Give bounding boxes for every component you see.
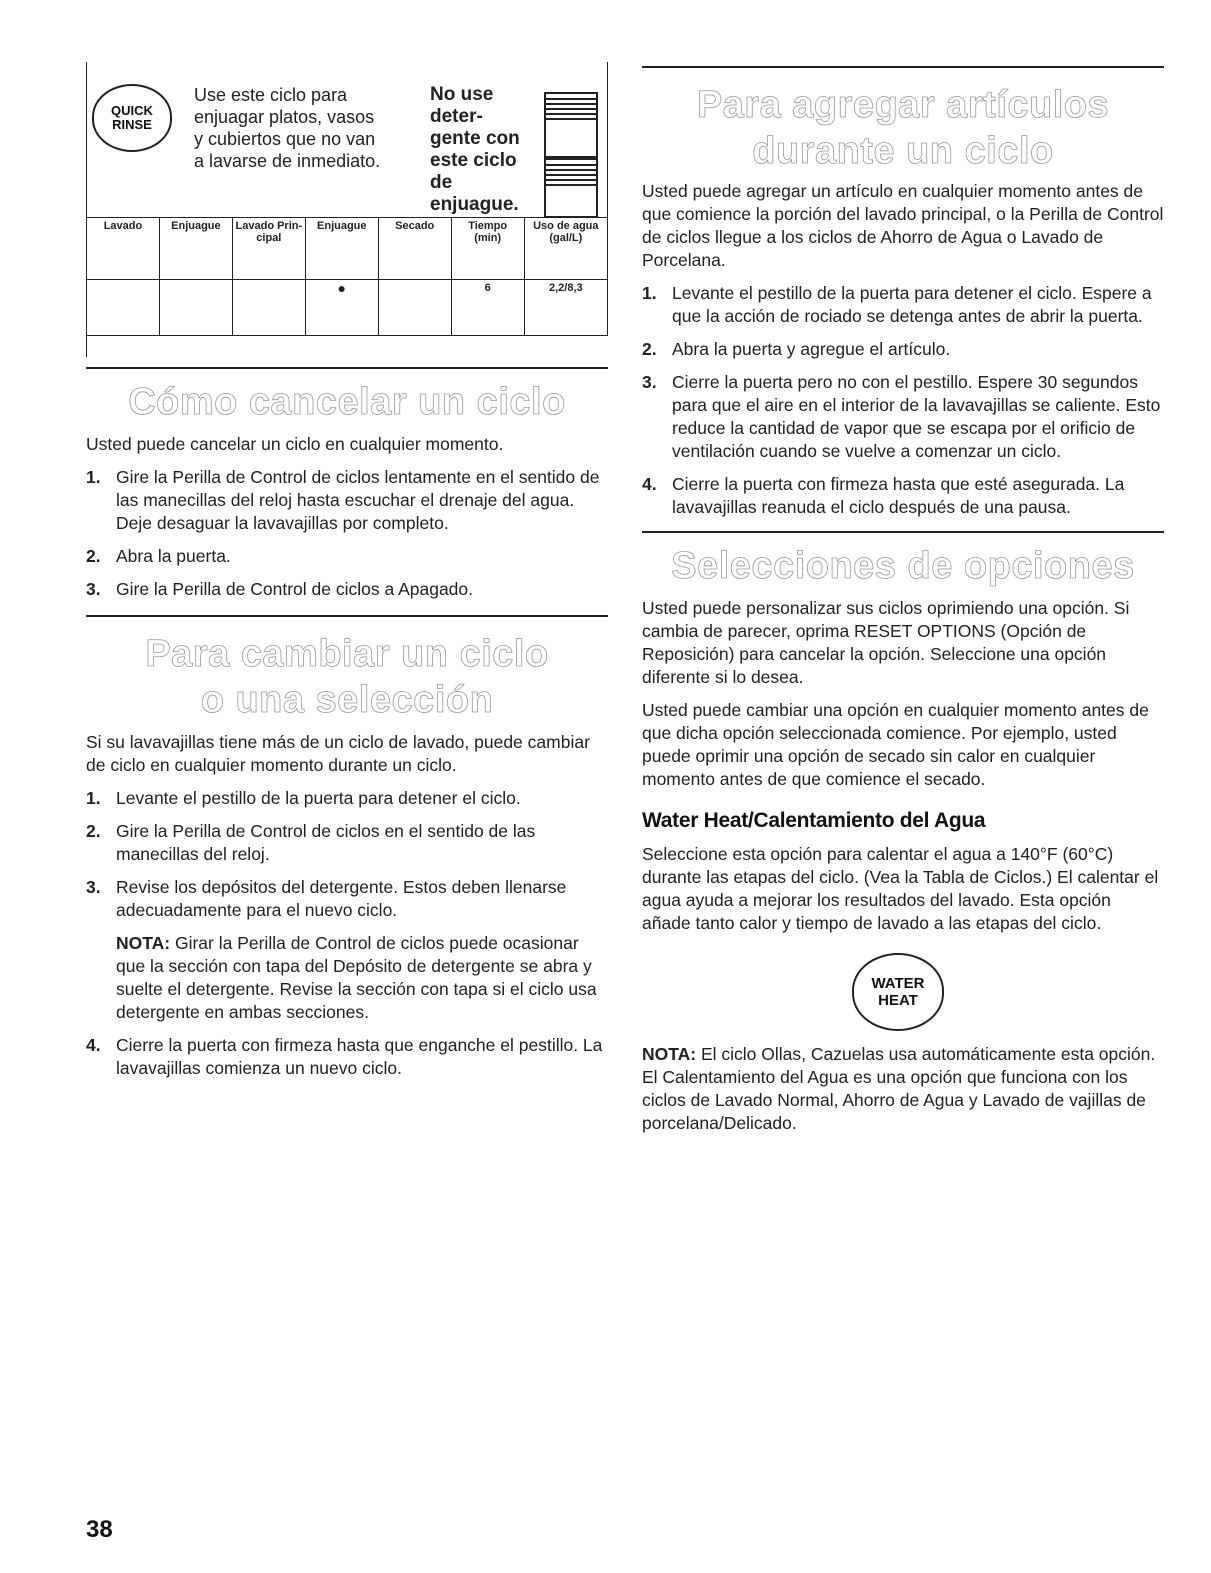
section-divider	[642, 531, 1164, 533]
water-heat-badge-wrap	[642, 945, 1164, 1043]
change-note	[116, 932, 608, 1024]
table-cell	[87, 280, 160, 336]
quick-rinse-badge	[92, 84, 172, 152]
step-text: Abra la puerta.	[116, 546, 231, 566]
list-item: 4. Cierre la puerta con firmeza hasta que esté asegurada. La lavavajillas reanuda el ciclo después de una pausa.	[642, 474, 1125, 517]
cycle-table	[86, 217, 608, 336]
list-item: 3. Gire la Perilla de Control de ciclos a Apagado.	[86, 579, 474, 599]
table-header: Lavado	[87, 218, 160, 280]
table-row	[87, 280, 608, 336]
table-header: Tiempo (min)	[451, 218, 524, 280]
section-divider	[642, 66, 1164, 68]
warning-line: gente con	[430, 128, 520, 149]
add-title	[642, 82, 1164, 174]
table-cell: ●	[305, 280, 378, 336]
list-item: 1. Levante el pestillo de la puerta para detener el ciclo. Espere a que la acción de rociado se detenga antes de abrir la puerta.	[642, 283, 1152, 326]
title-line: o una selección	[200, 679, 494, 721]
options-note	[642, 1043, 1164, 1135]
cancel-title: Cómo cancelar un ciclo	[128, 381, 566, 423]
list-item: 3. Cierre la puerta pero no con el pestillo. Espere 30 segundos para que el aire en el interior de la lavavajillas se caliente. Esto reduce la cantidad de vapor que se escapa por el orificio de ventilación cuando se vuelve a comenzar un ciclo.	[642, 372, 1161, 461]
title-line: durante un ciclo	[752, 130, 1054, 172]
add-steps	[642, 282, 1164, 519]
step-text: Abra la puerta y agregue el artículo.	[672, 339, 951, 359]
table-header: Uso de agua (gal/L)	[524, 218, 607, 280]
badge-line-1: QUICK	[111, 103, 153, 118]
list-item: 2. Gire la Perilla de Control de ciclos en el sentido de las manecillas del reloj.	[86, 821, 536, 864]
list-item: 4. Cierre la puerta con firmeza hasta que enganche el pestillo. La lavavajillas comienza un nuevo ciclo.	[86, 1035, 603, 1078]
table-header-row	[87, 218, 608, 280]
warning-line: No use	[430, 84, 494, 105]
list-item: 2. Abra la puerta y agregue el artículo.	[642, 339, 951, 359]
table-header: Enjuague	[159, 218, 232, 280]
title-line: Para agregar artículos	[696, 84, 1110, 126]
note-label: NOTA:	[642, 1044, 697, 1064]
section-divider	[86, 615, 608, 617]
warning-line: de	[430, 172, 453, 193]
detergent-cup-icon	[544, 92, 598, 158]
change-intro: Si su lavavajillas tiene más de un ciclo de lavado, puede cambiar de ciclo en cualquier momento durante un ciclo.	[86, 732, 590, 775]
table-header: Lavado Prin- cipal	[232, 218, 305, 280]
add-intro: Usted puede agregar un artículo en cualquier momento antes de que comience la porción del lavado principal, o la Perilla de Control de ciclos llegue a los ciclos de Ahorro de Agua o Lavado de Porcelana.	[642, 181, 1164, 270]
quick-rinse-warning	[430, 84, 520, 216]
step-text: Gire la Perilla de Control de ciclos en el sentido de las manecillas del reloj.	[116, 821, 536, 864]
table-cell	[232, 280, 305, 336]
cancel-intro: Usted puede cancelar un ciclo en cualquier momento.	[86, 434, 504, 454]
warning-line: deter-	[430, 106, 483, 127]
badge-line-1: WATER	[871, 975, 925, 992]
step-text: Cierre la puerta con firmeza hasta que enganche el pestillo. La lavavajillas comienza un nuevo ciclo.	[116, 1035, 603, 1078]
list-item: 2. Abra la puerta.	[86, 546, 231, 566]
step-text: Revise los depósitos del detergente. Estos deben llenarse adecuadamente para el nuevo ciclo.	[116, 877, 567, 920]
note-text: El ciclo Ollas, Cazuelas usa automáticamente esta opción. El Calentamiento del Agua es una opción que funciona con los ciclos de Lavado Normal, Ahorro de Agua y Lavado de vajillas de porcelana/Delicado.	[642, 1044, 1156, 1133]
cancel-steps	[86, 466, 608, 601]
step-text: Gire la Perilla de Control de ciclos lentamente en el sentido de las manecillas del reloj hasta escuchar el drenaje del agua. Deje desaguar la lavavajillas por completo.	[116, 467, 600, 533]
step-text: Gire la Perilla de Control de ciclos a Apagado.	[116, 579, 474, 599]
left-column	[86, 62, 608, 1090]
quick-rinse-description	[194, 84, 380, 172]
note-label: NOTA:	[116, 933, 171, 953]
table-header: Enjuague	[305, 218, 378, 280]
change-title	[86, 631, 608, 723]
water-heat-badge	[852, 953, 944, 1031]
page-number: 38	[86, 1516, 113, 1543]
desc-line: Use este ciclo para	[194, 85, 348, 105]
desc-line: a lavarse de inmediato.	[194, 151, 381, 171]
quick-rinse-block	[86, 62, 608, 357]
warning-line: este ciclo	[430, 150, 517, 171]
detergent-cup-icon	[544, 158, 598, 218]
step-text: Cierre la puerta con firmeza hasta que esté asegurada. La lavavajillas reanuda el ciclo después de una pausa.	[672, 474, 1125, 517]
title-line: Para cambiar un ciclo	[145, 633, 549, 675]
section-divider	[86, 367, 608, 369]
warning-line: enjuague.	[430, 194, 519, 215]
right-column	[642, 62, 1164, 1145]
table-cell: 2,2/8,3	[524, 280, 607, 336]
water-heat-heading: Water Heat/Calentamiento del Agua	[642, 809, 986, 832]
note-text: Girar la Perilla de Control de ciclos puede ocasionar que la sección con tapa del Depósito de detergente se abra y suelte el detergente. Revise la sección con tapa si el ciclo usa detergente en ambas secciones.	[116, 933, 597, 1022]
list-item: 1. Levante el pestillo de la puerta para detener el ciclo.	[86, 788, 521, 808]
list-item: 3. Revise los depósitos del detergente. Estos deben llenarse adecuadamente para el nuevo ciclo. NOTA: Girar la Perilla de Control de ciclos puede ocasionar que la sección con tapa del Depósito de detergente se abra y suelte el detergente. Revise la sección con tapa si el ciclo usa detergente en ambas secciones.	[86, 876, 608, 1024]
badge-line-2: HEAT	[878, 992, 918, 1009]
step-text: Cierre la puerta pero no con el pestillo. Espere 30 segundos para que el aire en el interior de la lavavajillas se caliente. Esto reduce la cantidad de vapor que se escapa por el orificio de ventilación cuando se vuelve a comenzar un ciclo.	[672, 372, 1161, 461]
desc-line: enjuagar platos, vasos	[194, 107, 375, 127]
options-title: Selecciones de opciones	[671, 545, 1135, 587]
table-header: Secado	[378, 218, 451, 280]
water-heat-text: Seleccione esta opción para calentar el agua a 140°F (60°C) durante las etapas del ciclo. (Vea la Tabla de Ciclos.) El calentar el agua ayuda a mejorar los resultados del lavado. Esta opción añade tanto calor y tiempo de lavado a las etapas del ciclo.	[642, 844, 1159, 933]
table-cell: 6	[451, 280, 524, 336]
options-p1: Usted puede personalizar sus ciclos oprimiendo una opción. Si cambia de parecer, oprima RESET OPTIONS (Opción de Reposición) para cancelar la opción. Seleccione una opción diferente si lo desea.	[642, 598, 1130, 687]
step-text: Levante el pestillo de la puerta para detener el ciclo.	[116, 788, 521, 808]
table-cell	[159, 280, 232, 336]
change-steps	[86, 787, 608, 1080]
options-p2: Usted puede cambiar una opción en cualquier momento antes de que dicha opción seleccionada comience. Por ejemplo, usted puede oprimir una opción de secado sin calor en cualquier momento antes de que comience el secado.	[642, 700, 1149, 789]
desc-line: y cubiertos que no van	[194, 129, 376, 149]
table-cell	[378, 280, 451, 336]
badge-line-2: RINSE	[112, 117, 152, 132]
list-item: 1. Gire la Perilla de Control de ciclos lentamente en el sentido de las manecillas del reloj hasta escuchar el drenaje del agua. Deje desaguar la lavavajillas por completo.	[86, 467, 600, 533]
step-text: Levante el pestillo de la puerta para detener el ciclo. Espere a que la acción de rociado se detenga antes de abrir la puerta.	[672, 283, 1152, 326]
